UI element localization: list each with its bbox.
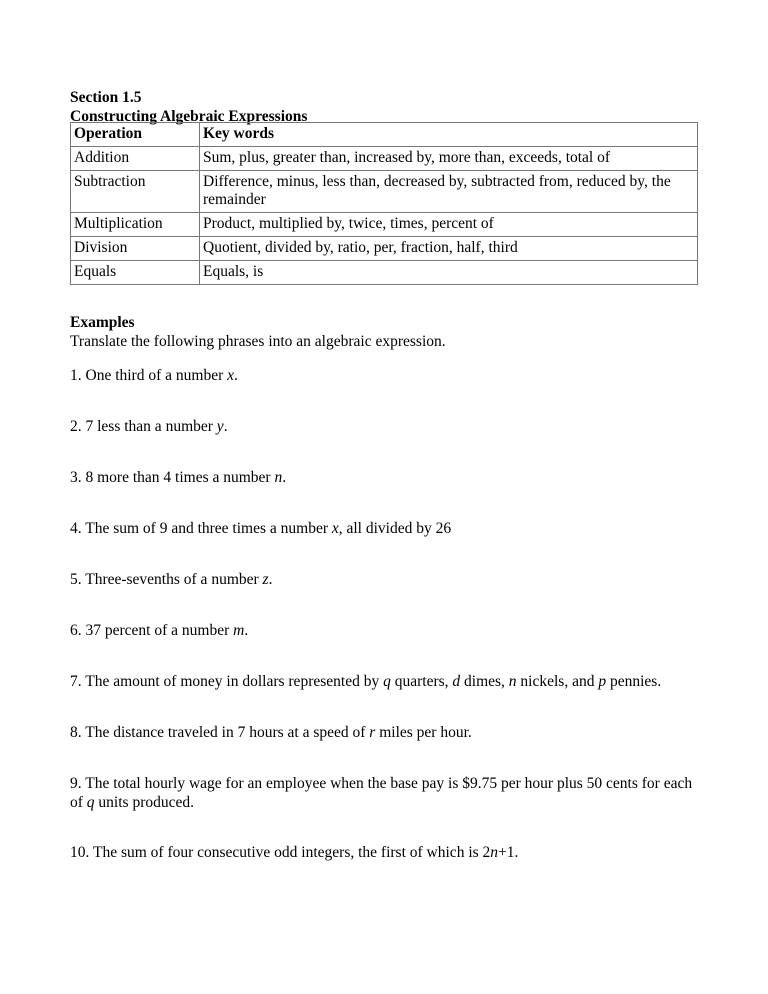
- example-item: [70, 519, 700, 538]
- example-item: [70, 672, 700, 691]
- example-item: [70, 570, 700, 589]
- table-header-row: [71, 123, 698, 147]
- example-item: [70, 843, 700, 862]
- example-text: nickels, and: [516, 673, 599, 690]
- example-item: [70, 774, 700, 812]
- operation-cell: Addition: [71, 147, 200, 171]
- variable: r: [369, 724, 376, 741]
- table-row: [71, 147, 698, 171]
- example-text: +1.: [498, 844, 519, 861]
- variable: z: [262, 571, 269, 588]
- keywords-cell: Difference, minus, less than, decreased by, subtracted from, reduced by, the remainder: [200, 171, 698, 213]
- example-text: 1. One third of a number: [70, 367, 228, 384]
- example-item: [70, 723, 700, 742]
- table-row: [71, 261, 698, 285]
- variable: q: [86, 794, 95, 811]
- variable: n: [508, 673, 517, 690]
- keywords-table: [70, 122, 698, 285]
- example-item: [70, 417, 700, 436]
- example-text: 3. 8 more than 4 times a number: [70, 469, 275, 486]
- example-text: pennies.: [606, 673, 662, 690]
- instructions: Translate the following phrases into an algebraic expression.: [70, 333, 446, 350]
- example-text: dimes,: [460, 673, 509, 690]
- table-row: [71, 171, 698, 213]
- example-text: .: [234, 367, 238, 384]
- keywords-cell: Equals, is: [200, 261, 698, 285]
- variable: m: [233, 622, 245, 639]
- keywords-cell: Quotient, divided by, ratio, per, fraction, half, third: [200, 237, 698, 261]
- example-text: units produced.: [94, 794, 194, 811]
- header-operation: Operation: [71, 123, 200, 147]
- example-text: .: [223, 418, 228, 435]
- example-text: quarters,: [390, 673, 453, 690]
- variable: y: [216, 418, 224, 435]
- example-text: .: [244, 622, 249, 639]
- operation-cell: Equals: [71, 261, 200, 285]
- variable: p: [598, 673, 607, 690]
- variable: n: [274, 469, 283, 486]
- example-text: 2. 7 less than a number: [70, 418, 217, 435]
- example-item: [70, 366, 700, 385]
- operation-cell: Subtraction: [71, 171, 200, 213]
- header-key-words: Key words: [200, 123, 698, 147]
- example-item: [70, 468, 700, 487]
- example-text: 7. The amount of money in dollars represented by: [70, 673, 384, 690]
- example-text: 9. The total hourly wage for an employee when the base pay is $9.75 per hour plus 50 cents for each of: [70, 775, 693, 811]
- example-text: , all divided by 26: [338, 520, 452, 537]
- table-row: [71, 237, 698, 261]
- variable: n: [490, 844, 499, 861]
- example-text: 6. 37 percent of a number: [70, 622, 234, 639]
- example-text: .: [268, 571, 273, 588]
- keywords-cell: Sum, plus, greater than, increased by, more than, exceeds, total of: [200, 147, 698, 171]
- variable: q: [383, 673, 391, 690]
- example-text: .: [282, 469, 287, 486]
- page-title: Constructing Algebraic Expressions: [70, 108, 308, 125]
- examples-heading: Examples: [70, 314, 135, 331]
- operation-cell: Multiplication: [71, 213, 200, 237]
- example-text: 5. Three-sevenths of a number: [70, 571, 263, 588]
- variable: x: [227, 367, 235, 384]
- example-text: miles per hour.: [375, 724, 472, 741]
- operation-cell: Division: [71, 237, 200, 261]
- example-text: 8. The distance traveled in 7 hours at a speed of: [70, 724, 370, 741]
- section-number: Section 1.5: [70, 89, 142, 106]
- table-row: [71, 213, 698, 237]
- keywords-cell: Product, multiplied by, twice, times, percent of: [200, 213, 698, 237]
- variable: d: [452, 673, 461, 690]
- example-text: 10. The sum of four consecutive odd integers, the first of which is 2: [70, 844, 491, 861]
- example-item: [70, 621, 700, 640]
- variable: x: [331, 520, 339, 537]
- example-text: 4. The sum of 9 and three times a number: [70, 520, 332, 537]
